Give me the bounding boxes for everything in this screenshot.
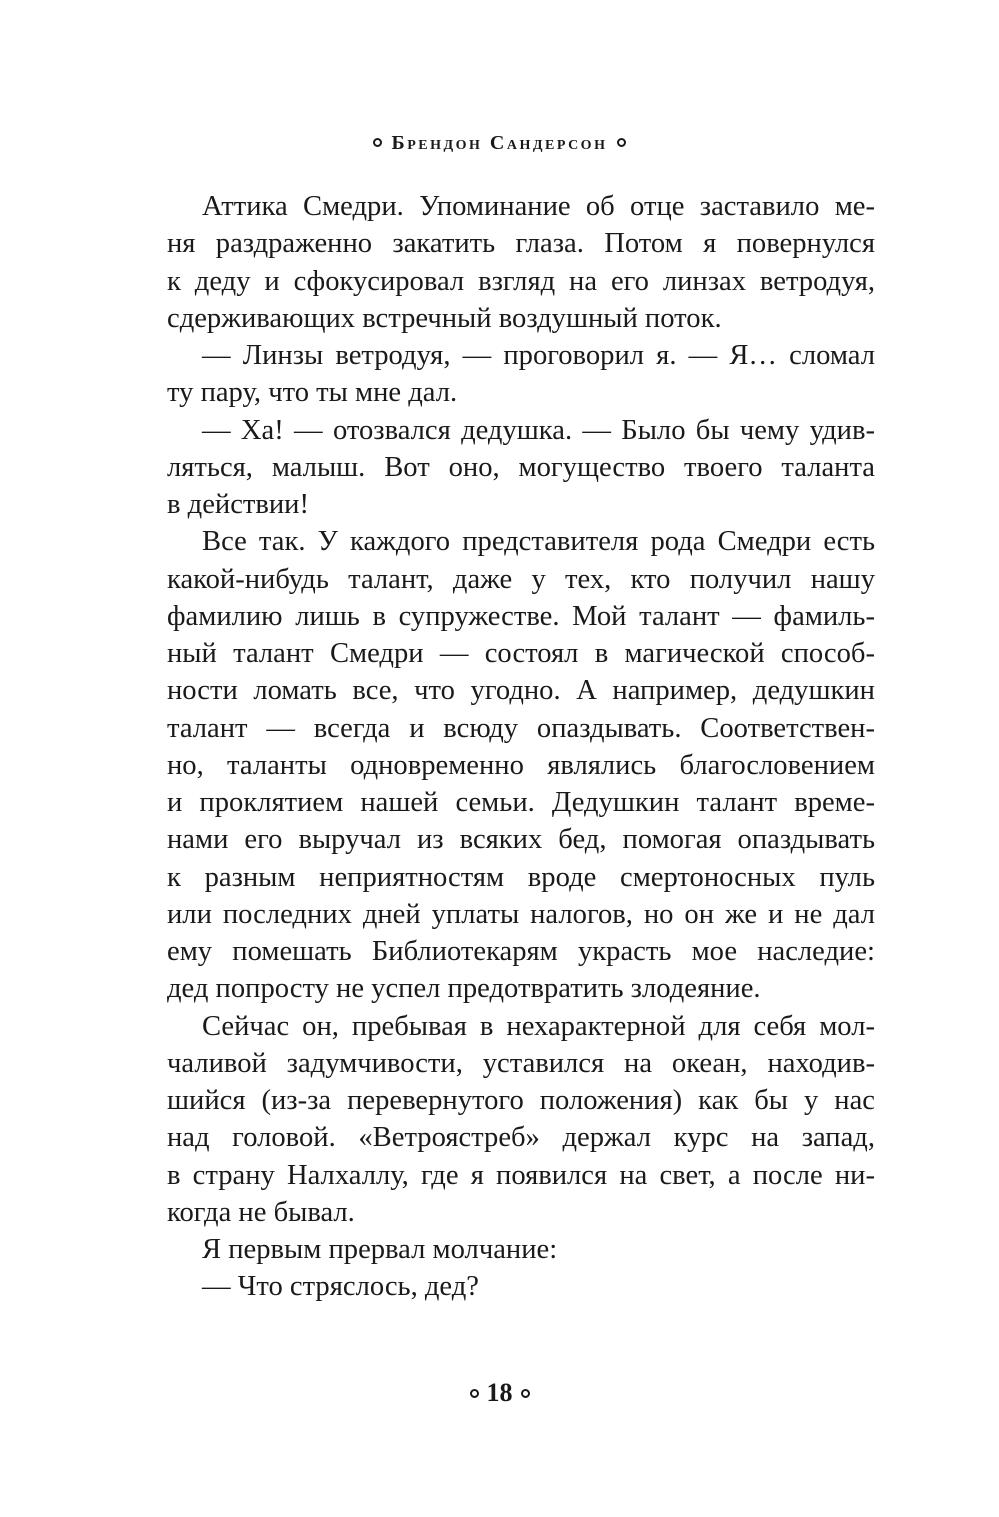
text-line: какой-нибудь талант, даже у тех, кто получил нашу (167, 563, 875, 595)
text-line: ный талант Смедри — состоял в магической способ- (167, 638, 875, 669)
text-line: когда не бывал. (167, 1196, 355, 1228)
text-line: в действии! (167, 489, 310, 520)
text-line: и проклятием нашей семьи. Дедушкин талант време- (167, 787, 875, 818)
text-line: сдерживающих встречный воздушный поток. (167, 302, 722, 334)
text-line: фамилию лишь в супружестве. Мой талант — фамиль- (167, 600, 875, 632)
text-line: — Линзы ветродуя, — проговорил я. — Я… сломал (202, 340, 875, 371)
page-number (0, 1375, 999, 1411)
text-line: в страну Налхаллу, где я появился на свет, а после ни- (167, 1159, 875, 1191)
text-line: ляться, малыш. Вот оно, могущество твоего таланта (167, 451, 875, 483)
page-number-value: 18 (486, 1378, 513, 1407)
text-line: талант — всегда и всюду опаздывать. Соответствен- (167, 712, 875, 744)
bullet-ornament-left (373, 138, 382, 147)
text-line: ему помешать Библиотекарям украсть мое наследие: (167, 936, 875, 967)
text-line: нами его выручал из всяких бед, помогая опаздывать (167, 824, 875, 856)
text-line: Все так. У каждого представителя рода Смедри есть (202, 526, 875, 558)
text-line: ту пару, что ты мне дал. (167, 377, 458, 409)
running-title: Брендон Сандерсон (391, 132, 608, 154)
running-header (0, 128, 999, 158)
text-line: ня раздраженно закатить глаза. Потом я повернулся (167, 228, 875, 260)
bullet-ornament-right (617, 138, 626, 147)
text-line: или последних дней уплаты налогов, но он же и не дал (167, 898, 875, 930)
text-line: к разным неприятностям вроде смертоносных пуль (167, 861, 875, 893)
text-line: Я первым прервал молчание: (202, 1234, 558, 1265)
text-line: дед попросту не успел предотвратить злодеяние. (167, 973, 761, 1005)
text-line: ности ломать все, что угодно. А например, дедушкин (167, 675, 875, 707)
body-text (167, 188, 875, 1306)
text-line: — Ха! — отозвался дедушка. — Было бы чему удив- (202, 414, 875, 446)
text-line: чаливой задумчивости, уставился на океан, находив- (167, 1047, 875, 1079)
bullet-ornament-right (521, 1389, 530, 1398)
text-line: над головой. «Ветроястреб» держал курс на запад, (167, 1122, 875, 1154)
text-line: но, таланты одновременно являлись благословением (167, 749, 875, 781)
text-line: Сейчас он, пребывая в нехарактерной для себя мол- (202, 1010, 875, 1042)
text-line: шийся (из-за перевернутого положения) как бы у нас (167, 1085, 875, 1116)
text-line: Аттика Смедри. Упоминание об отце заставило ме- (202, 191, 875, 222)
text-line: — Что стряслось, дед? (202, 1271, 479, 1303)
text-line: к деду и сфокусировал взгляд на его линзах ветродуя, (167, 265, 875, 297)
bullet-ornament-left (470, 1389, 479, 1398)
